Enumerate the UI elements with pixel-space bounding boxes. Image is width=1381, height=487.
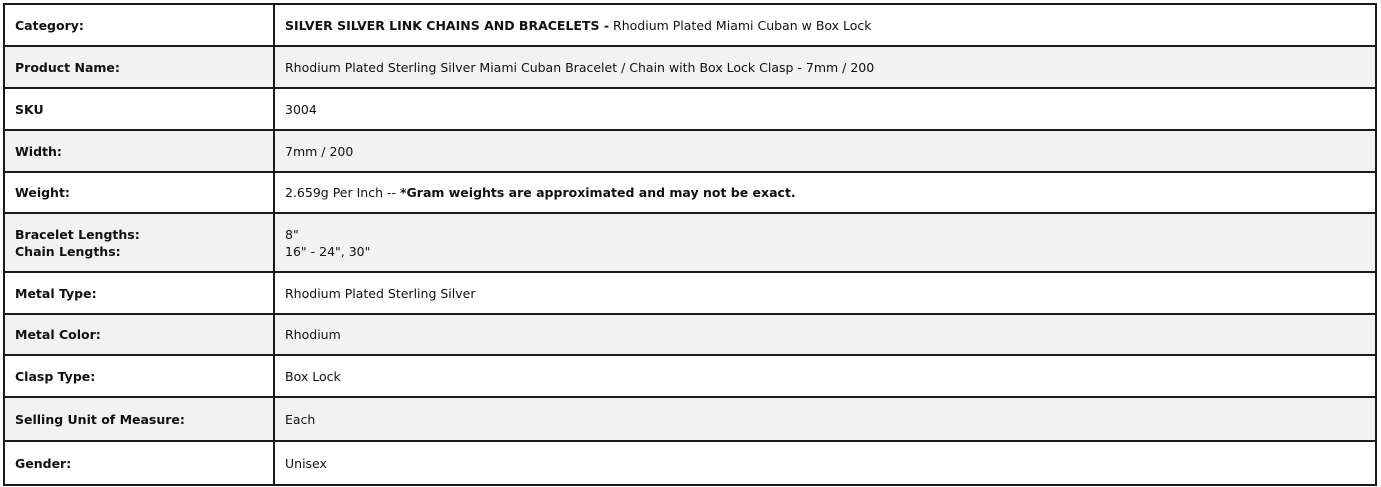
gender-value: Unisex	[274, 441, 1376, 485]
spec-row-selling-unit	[4, 397, 1376, 441]
spec-row-clasp-type	[4, 355, 1376, 397]
spec-row-sku	[4, 88, 1376, 130]
chain-lengths-value: 16" - 24", 30"	[285, 243, 371, 259]
bracelet-lengths-value: 8"	[285, 226, 299, 242]
product-name-label: Product Name:	[4, 46, 274, 88]
selling-unit-value: Each	[274, 397, 1376, 441]
product-spec-table	[3, 3, 1377, 486]
spec-row-lengths	[4, 213, 1376, 272]
product-name-value: Rhodium Plated Sterling Silver Miami Cuban Bracelet / Chain with Box Lock Clasp - 7mm / 200	[274, 46, 1376, 88]
lengths-label	[4, 213, 274, 272]
metal-color-value: Rhodium	[274, 314, 1376, 355]
lengths-value	[274, 213, 1376, 272]
spec-row-metal-color	[4, 314, 1376, 355]
spec-row-category	[4, 4, 1376, 46]
weight-amount: 2.659g Per Inch --	[285, 185, 396, 200]
width-value: 7mm / 200	[274, 130, 1376, 172]
sku-value: 3004	[274, 88, 1376, 130]
gender-label: Gender:	[4, 441, 274, 485]
sku-label: SKU	[4, 88, 274, 130]
chain-lengths-label: Chain Lengths:	[15, 243, 121, 259]
category-main: SILVER SILVER LINK CHAINS AND BRACELETS -	[285, 17, 610, 33]
clasp-type-label: Clasp Type:	[4, 355, 274, 397]
category-label: Category:	[4, 4, 274, 46]
spec-row-gender	[4, 441, 1376, 485]
width-label: Width:	[4, 130, 274, 172]
weight-value	[274, 172, 1376, 213]
metal-color-label: Metal Color:	[4, 314, 274, 355]
bracelet-lengths-label: Bracelet Lengths:	[15, 226, 140, 242]
metal-type-label: Metal Type:	[4, 272, 274, 314]
category-value	[274, 4, 1376, 46]
selling-unit-label: Selling Unit of Measure:	[4, 397, 274, 441]
weight-label: Weight:	[4, 172, 274, 213]
weight-disclaimer: *Gram weights are approximated and may not be exact.	[399, 185, 796, 200]
category-sub: Rhodium Plated Miami Cuban w Box Lock	[613, 17, 872, 33]
spec-row-weight	[4, 172, 1376, 213]
spec-row-product-name	[4, 46, 1376, 88]
clasp-type-value: Box Lock	[274, 355, 1376, 397]
spec-row-metal-type	[4, 272, 1376, 314]
metal-type-value: Rhodium Plated Sterling Silver	[274, 272, 1376, 314]
spec-row-width	[4, 130, 1376, 172]
